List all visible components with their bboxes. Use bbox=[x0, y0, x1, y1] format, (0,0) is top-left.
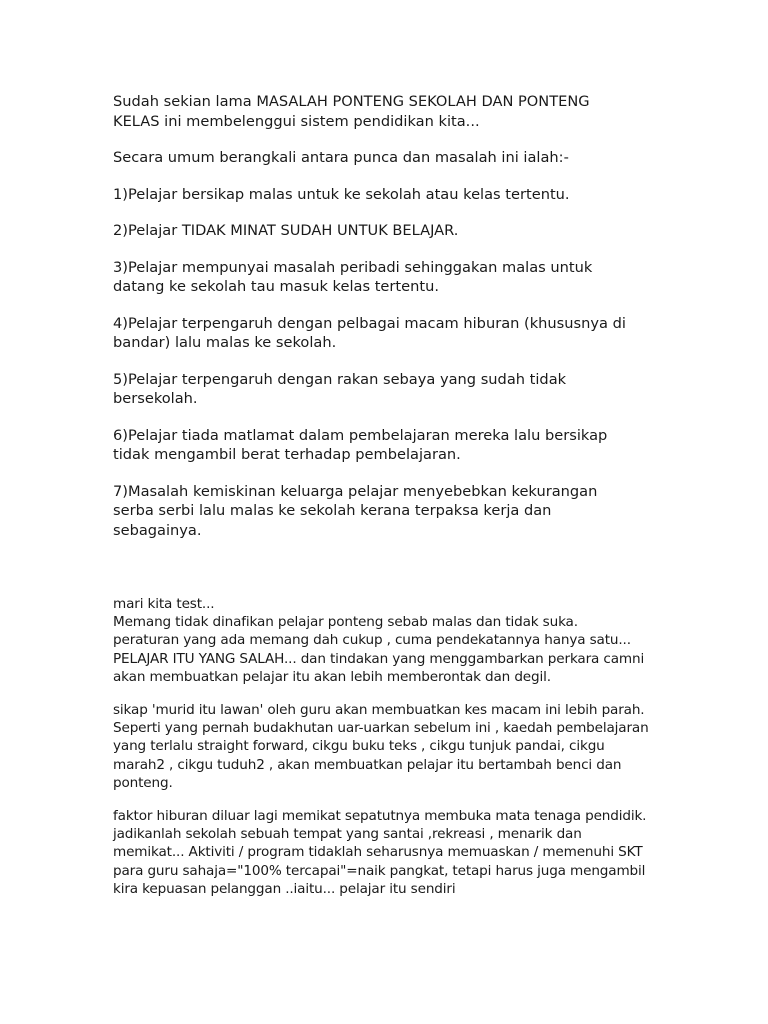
comment-section bbox=[113, 595, 673, 913]
intro-paragraph: Sudah sekian lama MASALAH PONTENG SEKOLAH DAN PONTENG KELAS ini membelenggui sistem pendidikan kita... bbox=[113, 93, 590, 130]
cause-item-3: 3)Pelajar mempunyai masalah peribadi sehinggakan malas untuk datang ke sekolah tau masuk kelas tertentu. bbox=[113, 258, 593, 295]
comment-paragraph-1: mari kita test... Memang tidak dinafikan pelajar ponteng sebab malas dan tidak suka. peraturan yang ada memang dah cukup , cuma pendekatannya hanya satu... PELAJAR ITU YANG SALAH... dan tindakan yang menggambarkan perkara camni akan membuatkan pelajar itu akan lebih memberontak dan degil. bbox=[113, 596, 645, 685]
cause-item-6: 6)Pelajar tiada matlamat dalam pembelajaran mereka lalu bersikap tidak mengambil berat terhadap pembelajaran. bbox=[113, 426, 608, 463]
causes-intro-paragraph: Secara umum berangkali antara punca dan masalah ini ialah:- bbox=[113, 149, 569, 166]
cause-item-4: 4)Pelajar terpengaruh dengan pelbagai macam hiburan (khususnya di bandar) lalu malas ke sekolah. bbox=[113, 314, 626, 351]
comment-paragraph-3: faktor hiburan diluar lagi memikat sepatutnya membuka mata tenaga pendidik. jadikanlah sekolah sebuah tempat yang santai ,rekreasi , menarik dan memikat... Aktiviti / program tidaklah seharusnya memuaskan / memenuhi SKT para guru sahaja="100% tercapai"=naik pangkat, tetapi harus juga mengambil kira kepuasan pelanggan ..iaitu... pelajar itu sendiri bbox=[113, 808, 647, 897]
main-article bbox=[113, 92, 673, 557]
cause-item-5: 5)Pelajar terpengaruh dengan rakan sebaya yang sudah tidak bersekolah. bbox=[113, 370, 567, 407]
cause-item-1: 1)Pelajar bersikap malas untuk ke sekolah atau kelas tertentu. bbox=[113, 185, 570, 203]
comment-paragraph-2: sikap 'murid itu lawan' oleh guru akan membuatkan kes macam ini lebih parah. Seperti yang pernah budakhutan uar-uarkan sebelum ini , kaedah pembelajaran yang terlalu straight forward, cikgu buku teks , cikgu tunjuk pandai, cikgu marah2 , cikgu tuduh2 , akan membuatkan pelajar itu bertambah benci dan ponteng. bbox=[113, 702, 649, 791]
cause-item-2: 2)Pelajar TIDAK MINAT SUDAH UNTUK BELAJAR. bbox=[113, 222, 459, 239]
cause-item-7: 7)Masalah kemiskinan keluarga pelajar menyebebkan kekurangan serba serbi lalu malas ke sekolah kerana terpaksa kerja dan sebagainya. bbox=[113, 482, 598, 539]
